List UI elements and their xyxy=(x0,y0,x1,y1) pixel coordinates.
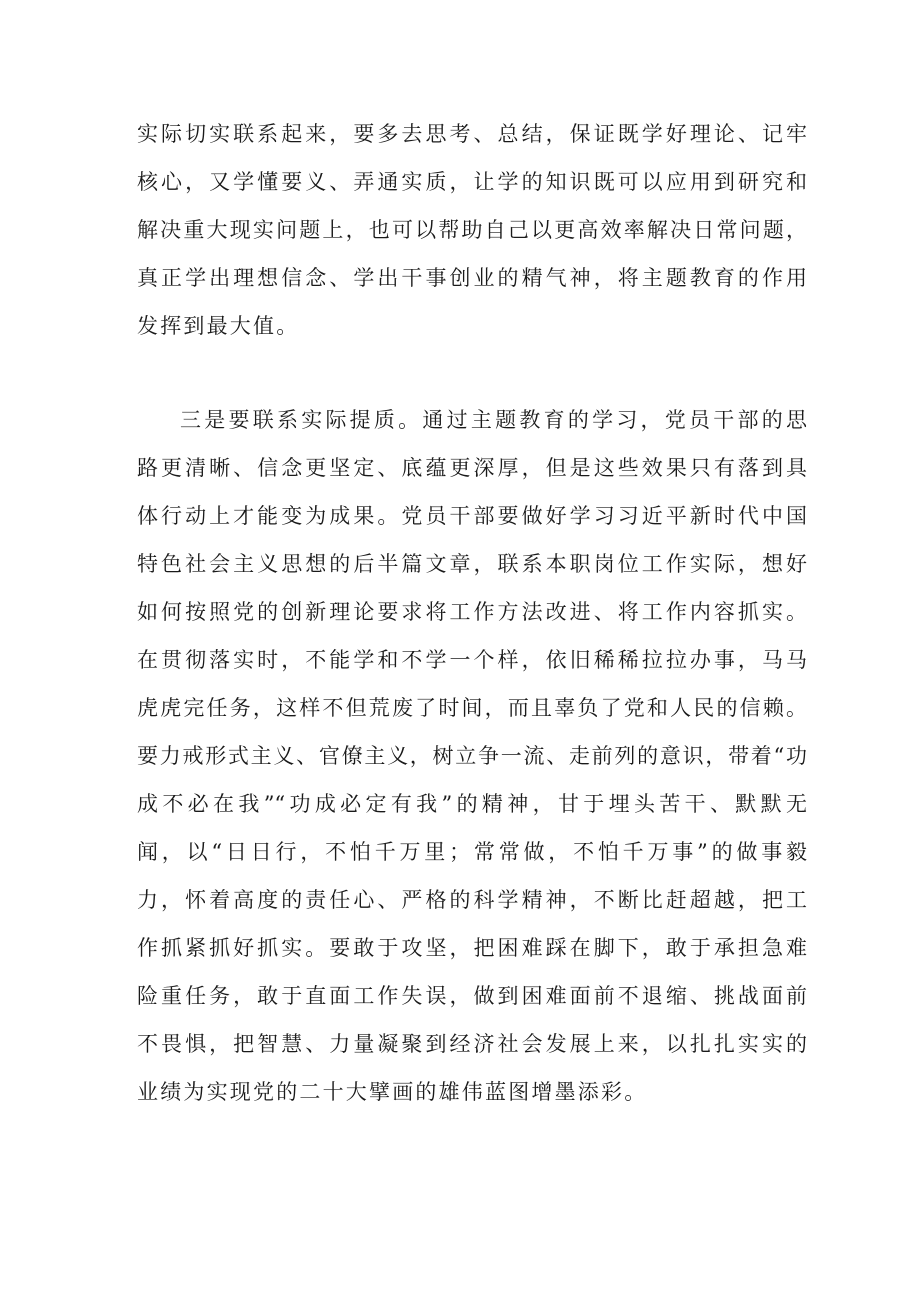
paragraph-line: 成不必在我”“功成必定有我”的精神，甘于埋头苦干、默默无 xyxy=(137,792,807,816)
paragraph-line: 特色社会主义思想的后半篇文章，联系本职岗位工作实际，想好 xyxy=(137,552,807,576)
paragraph-line: 险重任务，敢于直面工作失误，做到困难面前不退缩、挑战面前 xyxy=(137,984,807,1008)
paragraph-line: 核心，又学懂要义、弄通实质，让学的知识既可以应用到研究和 xyxy=(137,170,807,194)
paragraph-line: 真正学出理想信念、学出干事创业的精气神，将主题教育的作用 xyxy=(137,266,807,290)
paragraph-line: 路更清晰、信念更坚定、底蕴更深厚，但是这些效果只有落到具 xyxy=(137,456,807,480)
paragraph-line: 不畏惧，把智慧、力量凝聚到经济社会发展上来，以扎扎实实的 xyxy=(137,1032,807,1056)
paragraph-line: 业绩为实现党的二十大擘画的雄伟蓝图增墨添彩。 xyxy=(137,1080,648,1104)
paragraph-line: 解决重大现实问题上，也可以帮助自己以更高效率解决日常问题， xyxy=(137,218,807,242)
paragraph-line: 发挥到最大值。 xyxy=(137,314,300,338)
paragraph-line: 三是要联系实际提质。通过主题教育的学习，党员干部的思 xyxy=(180,408,807,432)
paragraph-line: 闻，以“日日行，不怕千万里；常常做，不怕千万事”的做事毅 xyxy=(137,840,807,864)
paragraph-line: 虎虎完任务，这样不但荒废了时间，而且辜负了党和人民的信赖。 xyxy=(137,696,807,720)
paragraph-line: 如何按照党的创新理论要求将工作方法改进、将工作内容抓实。 xyxy=(137,600,807,624)
paragraph-line: 要力戒形式主义、官僚主义，树立争一流、走前列的意识，带着“功 xyxy=(137,744,807,768)
paragraph-line: 力，怀着高度的责任心、严格的科学精神，不断比赶超越，把工 xyxy=(137,888,807,912)
paragraph-line: 在贯彻落实时，不能学和不学一个样，依旧稀稀拉拉办事，马马 xyxy=(137,648,807,672)
paragraph-line: 体行动上才能变为成果。党员干部要做好学习习近平新时代中国 xyxy=(137,504,807,528)
paragraph-line: 实际切实联系起来，要多去思考、总结，保证既学好理论、记牢 xyxy=(137,122,807,146)
paragraph-line: 作抓紧抓好抓实。要敢于攻坚，把困难踩在脚下，敢于承担急难 xyxy=(137,936,807,960)
